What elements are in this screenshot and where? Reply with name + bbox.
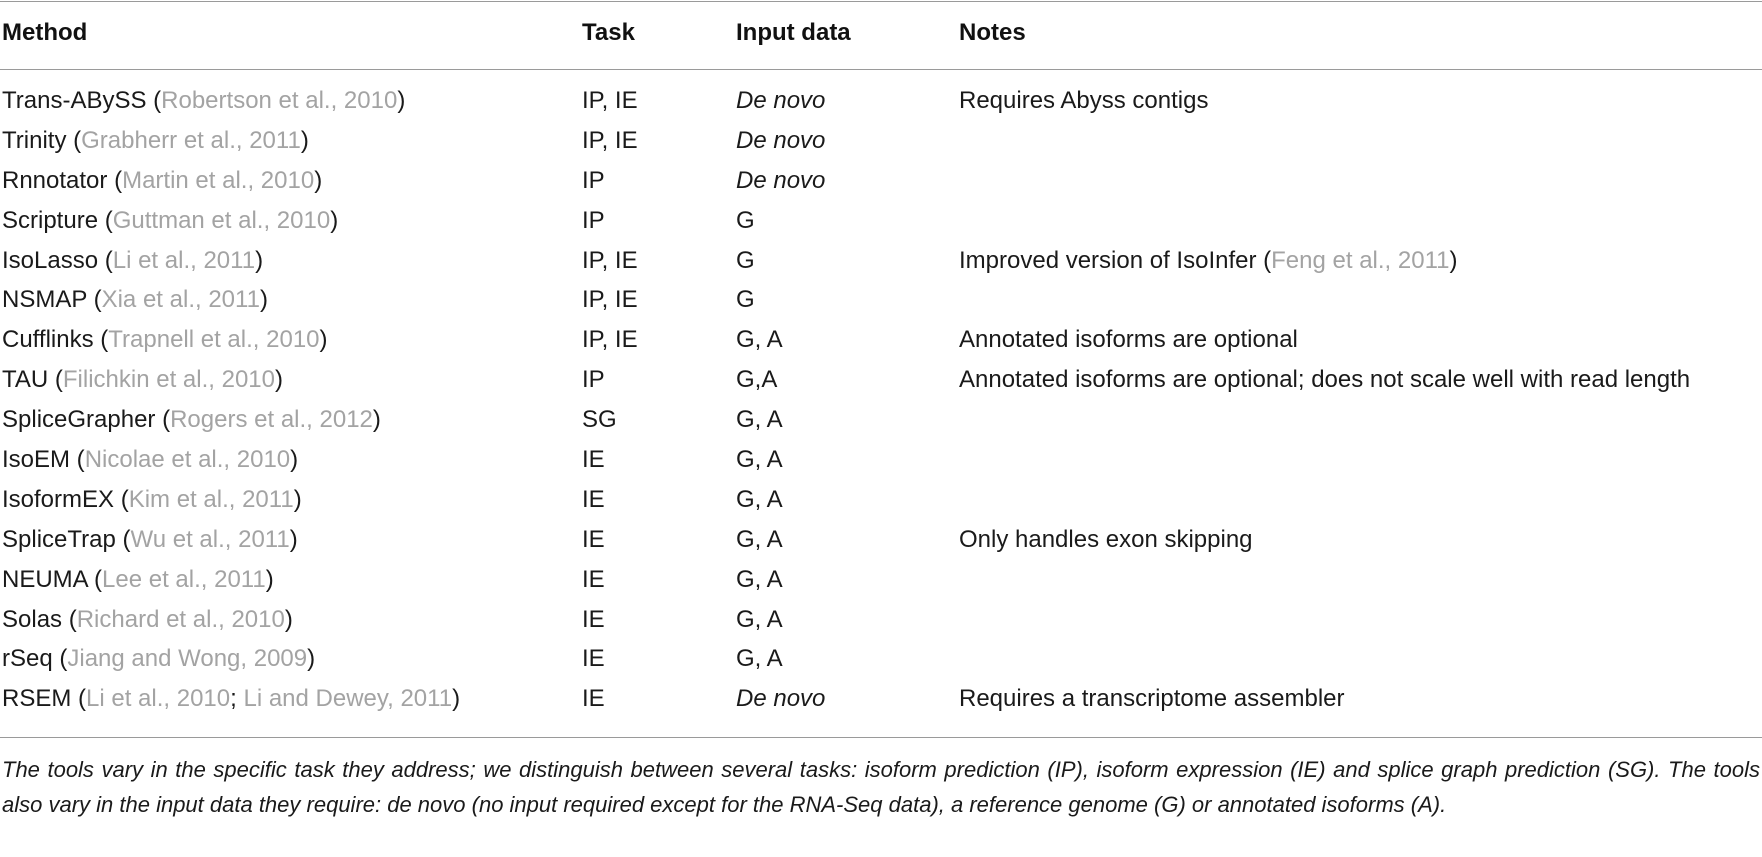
task-cell: IP, IE [582,126,638,154]
citation-link[interactable]: Li et al., 2011 [112,246,256,274]
task-cell: IP, IE [582,87,638,114]
tool-name: rSeq [2,645,53,673]
method-cell: Trinity (Grabherr et al., 2011) [2,126,309,154]
input-data-cell: G, A [736,645,783,673]
table-row [0,360,1762,400]
table-row [0,280,1762,320]
method-cell: IsoEM (Nicolae et al., 2010) [2,446,299,474]
table-row [0,320,1762,360]
tool-name: IsoLasso [2,246,99,274]
notes-text: Requires a transcriptome assembler [959,685,1345,713]
notes-text: Annotated isoforms are optional [959,326,1298,354]
task-cell: IE [582,485,605,513]
header-method: Method [2,19,88,46]
tool-name: NEUMA [2,565,88,593]
tool-name: Rnnotator [2,166,108,194]
task-cell: IE [582,605,605,633]
input-data-cell: G [736,206,755,234]
notes-text: Only handles exon skipping [959,525,1253,553]
method-cell: SpliceTrap (Wu et al., 2011) [2,525,298,553]
input-data-cell: G, A [736,605,783,633]
input-data-cell: G, A [736,326,783,354]
citation-link[interactable]: Trapnell et al., 2010 [108,326,320,354]
method-cell: IsoformEX (Kim et al., 2011) [2,485,302,513]
input-data-cell: G,A [736,366,778,394]
citation-link[interactable]: Guttman et al., 2010 [112,206,331,234]
table-row [0,560,1762,600]
input-data-cell: De novo [736,685,826,713]
citation-link[interactable]: Filichkin et al., 2010 [62,366,275,394]
method-cell: RSEM (Li et al., 2010; Li and Dewey, 2011) [2,685,461,713]
method-cell: NEUMA (Lee et al., 2011) [2,565,274,593]
citation-link[interactable]: Martin et al., 2010 [122,166,315,194]
method-cell: IsoLasso (Li et al., 2011) [2,246,264,274]
table-row [0,201,1762,241]
notes-cell [959,679,1345,719]
tool-name: Trans-ABySS [2,87,147,114]
task-cell: IE [582,645,605,673]
table-row [0,161,1762,201]
notes-cell [959,360,1690,400]
table-row [0,679,1762,719]
citation-link[interactable]: Rogers et al., 2012 [170,406,373,434]
citation-link[interactable]: Robertson et al., 2010 [161,87,398,114]
tool-name: SpliceTrap [2,525,116,553]
input-data-cell: G [736,246,755,274]
notes-text: Annotated isoforms are optional; does not scale well with read length [959,366,1691,394]
task-cell: IE [582,525,605,553]
tool-name: Solas [2,605,63,633]
citation-link[interactable]: Jiang and Wong, 2009 [67,645,308,673]
notes-text: Improved version of IsoInfer [959,246,1257,274]
table-row [0,480,1762,520]
input-data-cell: G, A [736,565,783,593]
citation-link[interactable]: Lee et al., 2011 [102,565,266,593]
notes-text: Requires Abyss contigs [959,87,1209,114]
tool-name: Cufflinks [2,326,94,354]
tool-name: SpliceGrapher [2,406,156,434]
table-row [0,400,1762,440]
table-footnote: The tools vary in the specific task they address; we distinguish between several tasks: isoform prediction (IP), isoform expression (IE) and splice graph prediction (SG). The tools also vary in the input data they require: de novo (no input required except for the RNA-Seq data), a reference genome (G) or annotated isoforms (A). [2,757,1760,817]
method-cell: Rnnotator (Martin et al., 2010) [2,166,323,194]
table-row [0,241,1762,281]
citation-link[interactable]: Li and Dewey, 2011 [243,685,453,713]
method-cell: TAU (Filichkin et al., 2010) [2,366,283,394]
citation-link[interactable]: Wu et al., 2011 [130,525,290,553]
table-row [0,600,1762,640]
table-top-rule [0,1,1762,2]
header-notes: Notes [959,19,1026,46]
method-cell: rSeq (Jiang and Wong, 2009) [2,645,316,673]
notes-cell [959,520,1253,560]
table-row [0,121,1762,161]
input-data-cell: G, A [736,406,783,434]
table-bottom-rule [0,737,1762,738]
tool-name: Trinity [2,126,67,154]
tool-name: RSEM [2,685,72,713]
citation-link[interactable]: Richard et al., 2010 [76,605,285,633]
input-data-cell: De novo [736,126,826,154]
header-rule [0,69,1762,70]
input-data-cell: G, A [736,525,783,553]
input-data-cell: De novo [736,166,826,194]
input-data-cell: G, A [736,446,783,474]
citation-link[interactable]: Kim et al., 2011 [128,485,294,513]
method-cell: Cufflinks (Trapnell et al., 2010) [2,326,328,354]
task-cell: IE [582,446,605,474]
tool-name: TAU [2,366,49,394]
tool-name: Scripture [2,206,99,234]
task-cell: IP, IE [582,246,638,274]
method-cell: SpliceGrapher (Rogers et al., 2012) [2,406,381,434]
task-cell: IP, IE [582,286,638,314]
method-cell: Solas (Richard et al., 2010) [2,605,293,633]
table-row [0,440,1762,480]
tool-name: IsoformEX [2,485,115,513]
notes-cell [959,81,1208,121]
input-data-cell: De novo [736,87,826,114]
citation-link[interactable]: Li et al., 2010 [86,685,231,713]
citation-link[interactable]: Grabherr et al., 2011 [81,126,301,154]
task-cell: IP, IE [582,326,638,354]
task-cell: IP [582,366,605,394]
task-cell: SG [582,406,617,434]
citation-link[interactable]: Nicolae et al., 2010 [84,446,291,474]
citation-link[interactable]: Xia et al., 2011 [101,286,260,314]
table-body [0,81,1762,719]
notes-cell [959,320,1298,360]
method-cell: Scripture (Guttman et al., 2010) [2,206,339,234]
method-cell: NSMAP (Xia et al., 2011) [2,286,268,314]
method-cell: Trans-ABySS (Robertson et al., 2010) [2,87,406,114]
header-task: Task [582,19,635,46]
table-row [0,81,1762,121]
table-row [0,639,1762,679]
input-data-cell: G, A [736,485,783,513]
citation-link[interactable]: Feng et al., 2011 [1271,246,1450,274]
input-data-cell: G [736,286,755,314]
header-input-data: Input data [736,19,851,46]
task-cell: IP [582,166,605,194]
tool-name: IsoEM [2,446,71,474]
notes-cell: Improved version of IsoInfer (Feng et al., 2011) [959,246,1458,274]
table-row [0,520,1762,560]
tool-name: NSMAP [2,286,87,314]
task-cell: IE [582,565,605,593]
task-cell: IP [582,206,605,234]
task-cell: IE [582,685,605,713]
